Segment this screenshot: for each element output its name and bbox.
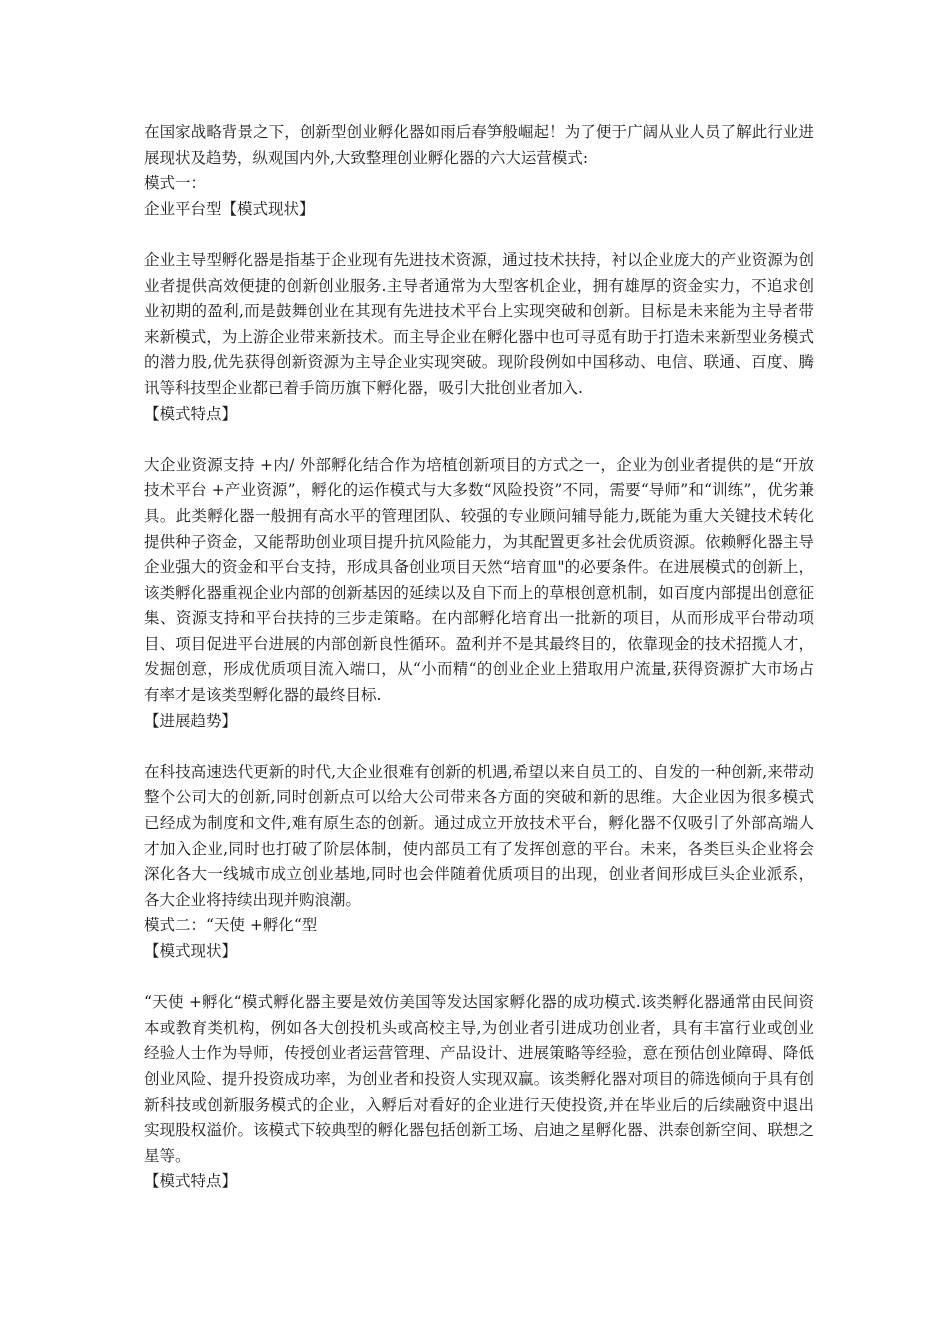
mode1-label: 模式一： xyxy=(144,174,207,193)
mode1-trend-paragraph: 在科技高速迭代更新的时代,大企业很难有创新的机遇,希望以来自员工的、自发的一种创新,来带动整个公司大的创新,同时创新点可以给大公司带来各方面的突破和新的思维。大企业因为很多模式已经成为制度和文件,难有原生态的创新。通过成立开放技术平台，孵化器不仅吸引了外部高端人才加入企业,同时也打破了阶层体制，使内部员工有了发挥创意的平台。未来，各类巨头企业将会深化各大一线城市成立创业基地,同时也会伴随着优质项目的出现，创业者间形成巨头企业派系，各大企业将持续出现并购浪潮。 xyxy=(144,762,814,909)
mode1-trend-heading: 【进展趋势】 xyxy=(144,711,238,730)
spacer xyxy=(144,734,814,760)
spacer xyxy=(144,965,814,991)
mode2-features-heading: 【模式特点】 xyxy=(144,1172,238,1191)
mode1-features-heading: 【模式特点】 xyxy=(144,404,238,423)
intro-paragraph: 在国家战略背景之下，创新型创业孵化器如雨后春笋般崛起！为了便于广阔从业人员了解此行业进展现状及趋势，纵观国内外,大致整理创业孵化器的六大运营模式: xyxy=(144,123,814,167)
mode1-features-paragraph: 大企业资源支持 +内/ 外部孵化结合作为培植创新项目的方式之一，企业为创业者提供的是“开放技术平台 +产业资源”，孵化的运作模式与大多数“风险投资”不同，需要“导师”和“训练”，优劣兼具。此类孵化器一般拥有高水平的管理团队、较强的专业顾问辅导能力,既能为重大关键技术转化提供种子资金，又能帮助创业项目提升抗风险能力，为其配置更多社会优质资源。依赖孵化器主导企业强大的资金和平台支持，形成具备创业项目天然“培育皿"的必要条件。在进展模式的创新上，该类孵化器重视企业内部的创新基因的延续以及自下而上的草根创意机制，如百度内部提出创意征集、资源支持和平台扶持的三步走策略。在内部孵化培育出一批新的项目，从而形成平台带动项目、项目促进平台进展的内部创新良性循环。盈利并不是其最终目的，依靠现金的技术招揽人才，发掘创意，形成优质项目流入端口，从“小而精“的创业企业上猎取用户流量,获得资源扩大市场占有率才是该类型孵化器的最终目标. xyxy=(144,455,814,705)
mode2-status-heading: 【模式现状】 xyxy=(144,942,238,960)
document-body xyxy=(144,120,814,1195)
mode2-label: 模式二：“天使 +孵化“型 xyxy=(144,916,318,935)
mode1-title: 企业平台型【模式现状】 xyxy=(144,199,315,218)
mode1-status-paragraph: 企业主导型孵化器是指基于企业现有先进技术资源，通过技术扶持，衬以企业庞大的产业资源为创业者提供高效便捷的创新创业服务.主导者通常为大型客机企业，拥有雄厚的资金实力，不追求创业初期的盈利,而是鼓舞创业在其现有先进技术平台上实现突破和创新。目标是未来能为主导者带来新模式，为上游企业带来新技术。而主导企业在孵化器中也可寻觅有助于打造未来新型业务模式的潜力股,优先获得创新资源为主导企业实现突破。现阶段例如中国移动、电信、联通、百度、腾讯等科技型企业都已着手筒历旗下孵化器，吸引大批创业者加入. xyxy=(144,250,814,397)
spacer xyxy=(144,427,814,453)
mode2-status-paragraph: “天使 +孵化“模式孵化器主要是效仿美国等发达国家孵化器的成功模式.该类孵化器通常由民间资本或教育类机构，例如各大创投机头或高校主导,为创业者引进成功创业者，具有丰富行业或创业经验人士作为导师，传授创业者运营管理、产品设计、进展策略等经验，意在预估创业障碍、降低创业风险、提升投资成功率，为创业者和投资人实现双赢。该类孵化器对项目的筛选倾向于具有创新科技或创新服务模式的企业，入孵后对看好的企业进行天使投资,并在毕业后的后续融资中退出实现股权溢价。该模式下较典型的孵化器包括创新工场、启迪之星孵化器、洪泰创新空间、联想之星等。 xyxy=(144,993,814,1165)
spacer xyxy=(144,222,814,248)
